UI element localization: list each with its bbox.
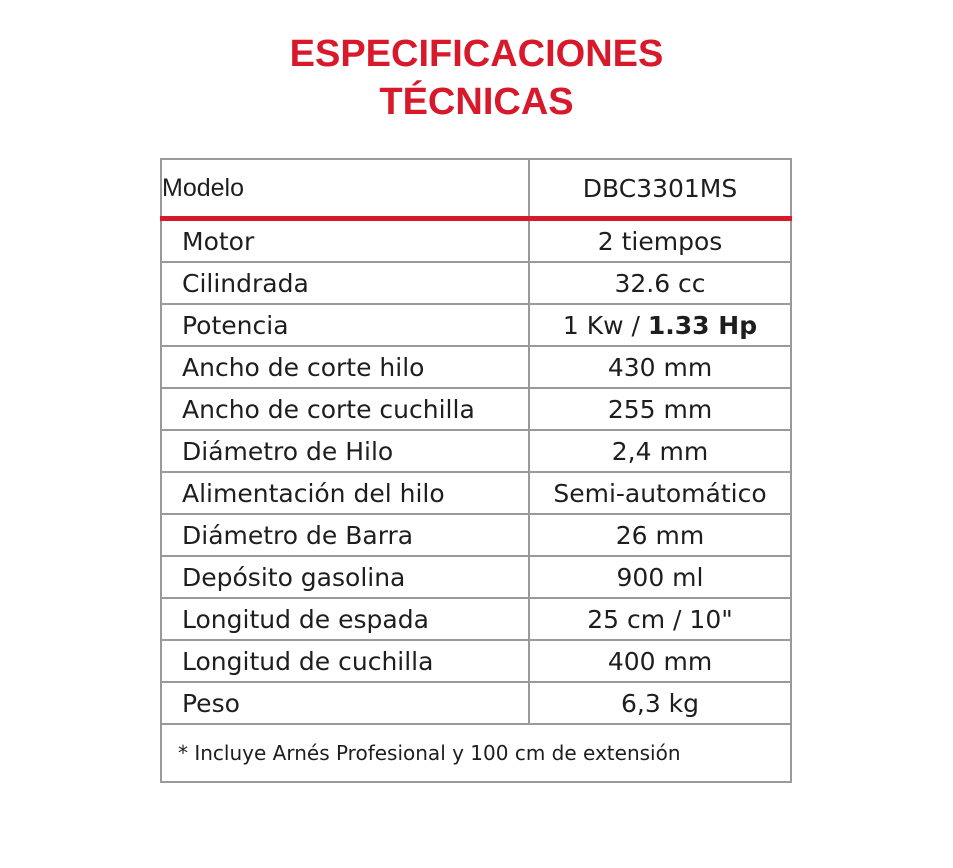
power-hp: 1.33 Hp	[647, 310, 758, 340]
footnote: * Incluye Arnés Profesional y 100 cm de extensión	[161, 724, 791, 782]
title-line-1: ESPECIFICACIONES	[289, 33, 664, 75]
title-line-2: TÉCNICAS	[379, 81, 574, 123]
row-value: 430 mm	[529, 346, 791, 388]
row-value: 2,4 mm	[529, 430, 791, 472]
table-row	[161, 682, 791, 724]
row-label: Cilindrada	[161, 262, 529, 304]
row-value: 900 ml	[529, 556, 791, 598]
power-kw: 1 Kw /	[562, 310, 648, 340]
table-row	[161, 556, 791, 598]
row-value: 25 cm / 10"	[529, 598, 791, 640]
page-title	[0, 30, 953, 126]
table-row	[161, 514, 791, 556]
table-row	[161, 304, 791, 346]
row-label: Longitud de espada	[161, 598, 529, 640]
row-value: Semi-automático	[529, 472, 791, 514]
row-value: 32.6 cc	[529, 262, 791, 304]
row-label: Depósito gasolina	[161, 556, 529, 598]
table-row	[161, 346, 791, 388]
row-label: Diámetro de Hilo	[161, 430, 529, 472]
row-value: 2 tiempos	[529, 219, 791, 263]
row-label: Longitud de cuchilla	[161, 640, 529, 682]
table-header-row	[161, 159, 791, 219]
row-value: 255 mm	[529, 388, 791, 430]
row-value: 26 mm	[529, 514, 791, 556]
row-label: Motor	[161, 219, 529, 263]
row-label: Potencia	[161, 304, 529, 346]
row-value: 400 mm	[529, 640, 791, 682]
header-model-label: Modelo	[161, 159, 529, 219]
row-value: 6,3 kg	[529, 682, 791, 724]
table-row	[161, 598, 791, 640]
table-row	[161, 430, 791, 472]
row-label: Diámetro de Barra	[161, 514, 529, 556]
row-label: Alimentación del hilo	[161, 472, 529, 514]
table-row	[161, 388, 791, 430]
table-row	[161, 219, 791, 263]
table-row	[161, 472, 791, 514]
row-label: Ancho de corte cuchilla	[161, 388, 529, 430]
header-model-value: DBC3301MS	[529, 159, 791, 219]
row-value	[529, 304, 791, 346]
row-label: Peso	[161, 682, 529, 724]
specifications-table	[160, 158, 792, 783]
table-row	[161, 640, 791, 682]
row-label: Ancho de corte hilo	[161, 346, 529, 388]
table-row	[161, 262, 791, 304]
table-footnote-row	[161, 724, 791, 782]
